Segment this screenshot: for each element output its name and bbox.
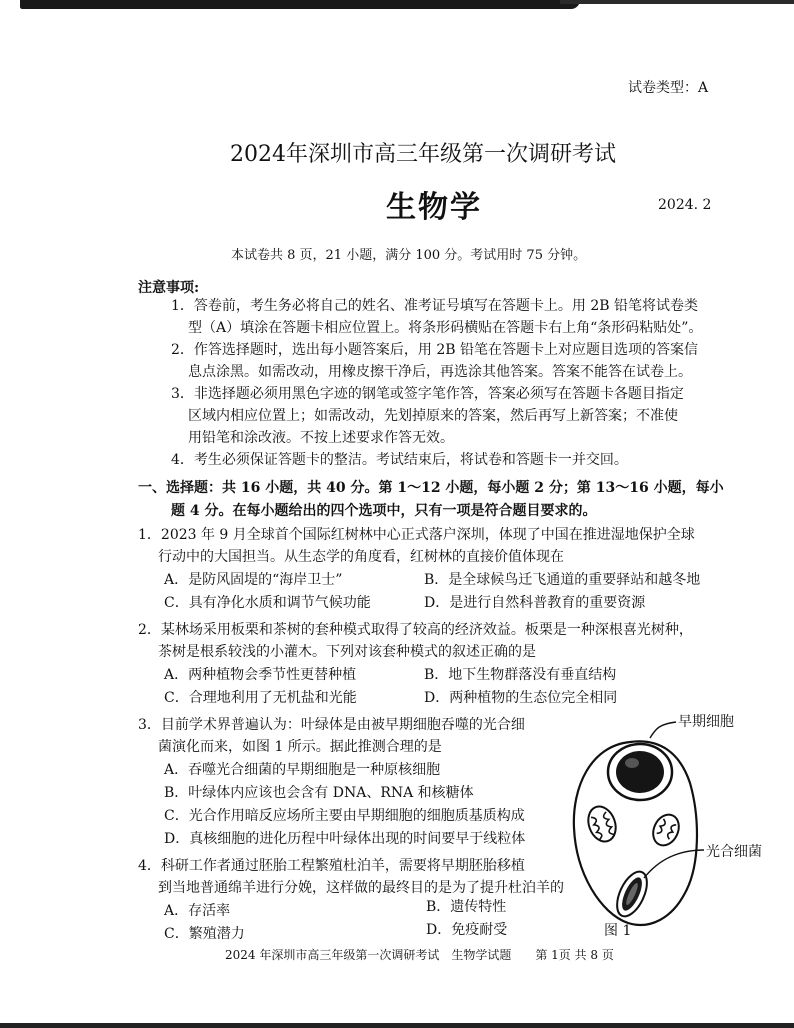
note-line: 型（A）填涂在答题卡相应位置上。将条形码横贴在答题卡右上角“条形码粘贴处”。 [188,320,703,336]
q3-stem-cont: 菌演化而来，如图 1 所示。据此推测合理的是 [158,739,442,755]
q4-stem: 4．科研工作者通过胚胎工程繁殖杜泊羊，需要将早期胚胎移植 [138,858,525,874]
q3-option-d: D．真核细胞的进化历程中叶绿体出现的时间要早于线粒体 [164,831,526,847]
note-line: 1．答卷前，考生务必将自己的姓名、准考证号填写在答题卡上。用 2B 铅笔将试卷类 [171,298,699,314]
early-cell-leader-line [650,722,676,738]
scan-top-edge-right [560,0,794,4]
section1-instructions-cont: 题 4 分。在每小题给出的四个选项中，只有一项是符合题目要求的。 [171,503,597,519]
note-line: 2．作答选择题时，选出每小题答案后，用 2B 铅笔在答题卡上对应题目选项的答案信 [171,342,699,358]
q2-option-c: C．合理地利用了无机盐和光能 [164,690,357,706]
note-line: 4．考生必须保证答题卡的整洁。考试结束后，将试卷和答题卡一并交回。 [171,452,628,468]
figure-caption: 图 1 [604,923,632,939]
q2-stem-cont: 茶树是根系较浅的小灌木。下列对该套种模式的叙述正确的是 [158,644,536,660]
q3-option-a: A．吞噬光合细菌的早期细胞是一种原核细胞 [164,762,441,778]
scan-bottom-edge [0,1023,794,1028]
note-line: 用铅笔和涂改液。不按上述要求作答无效。 [188,430,454,446]
q4-option-c: C．繁殖潜力 [164,926,245,942]
nucleolus-icon [625,758,639,768]
q2-option-a: A．两种植物会季节性更替种植 [164,667,357,683]
q3-option-b: B．叶绿体内应该也会含有 DNA、RNA 和核糖体 [164,785,474,801]
subject-title: 生物学 [386,190,482,225]
scan-top-edge [20,0,580,9]
q1-stem: 1．2023 年 9 月全球首个国际红树林中心正式落户深圳，体现了中国在推进湿地保护全球 [138,527,695,543]
exam-date: 2024. 2 [658,197,712,213]
q1-option-b: B．是全球候鸟迁飞通道的重要驿站和越冬地 [424,572,701,588]
note-line: 区域内相应位置上；如需改动，先划掉原来的答案，然后再写上新答案；不准使 [188,408,678,424]
paper-type: 试卷类型：A [628,80,709,96]
figure-1-cell-diagram [560,708,794,944]
q2-option-d: D．两种植物的生态位完全相同 [424,690,618,706]
q3-stem: 3．目前学术界普遍认为：叶绿体是由被早期细胞吞噬的光合细 [138,717,525,733]
q1-option-c: C．具有净化水质和调节气候功能 [164,595,371,611]
q1-option-a: A．是防风固堤的“海岸卫士” [164,572,343,588]
q2-stem: 2．某林场采用板栗和茶树的套种模式取得了较高的经济效益。板栗是一种深根喜光树种， [138,622,693,638]
exam-title: 2024年深圳市高三年级第一次调研考试 [230,142,616,167]
q4-stem-cont: 到当地普通绵羊进行分娩，这样做的最终目的是为了提升杜泊羊的 [158,880,564,896]
section1-instructions: 一、选择题：共 16 小题，共 40 分。第 1～12 小题，每小题 2 分；第 13～16 小题，每小 [138,480,724,496]
q3-option-c: C．光合作用暗反应场所主要由早期细胞的细胞质基质构成 [164,808,525,824]
page-footer: 2024 年深圳市高三年级第一次调研考试 生物学试题 第 1页 共 8 页 [225,948,614,962]
nucleus-icon [616,751,664,793]
label-photosynthetic-bacteria: 光合细菌 [706,844,762,860]
q1-stem-cont: 行动中的大国担当。从生态学的角度看，红树林的直接价值体现在 [158,549,564,565]
note-line: 3．非选择题必须用黑色字迹的钢笔或签字笔作答，答案必须写在答题卡各题目指定 [171,386,684,402]
exam-summary: 本试卷共 8 页，21 小题，满分 100 分。考试用时 75 分钟。 [231,248,587,263]
note-line: 息点涂黑。如需改动，用橡皮擦干净后，再选涂其他答案。答案不能答在试卷上。 [188,364,692,380]
q4-option-a: A．存活率 [164,903,231,919]
q4-option-b: B．遗传特性 [426,899,507,915]
q1-option-d: D．是进行自然科普教育的重要资源 [424,595,646,611]
label-early-cell: 早期细胞 [678,714,734,730]
q2-option-b: B．地下生物群落没有垂直结构 [424,667,617,683]
notes-heading: 注意事项: [138,280,200,296]
q4-option-d: D．免疫耐受 [426,922,508,938]
